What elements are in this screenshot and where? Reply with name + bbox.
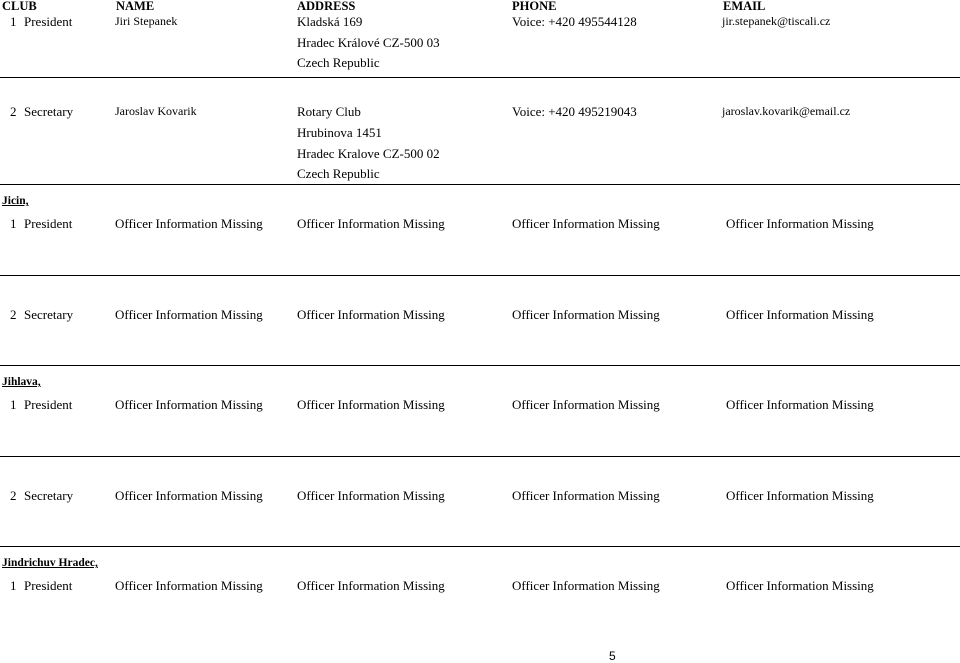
officer-role: President xyxy=(24,578,73,593)
officer-email: Officer Information Missing xyxy=(726,397,874,412)
officer-name: Jiri Stepanek xyxy=(115,14,178,28)
officer-address: Officer Information Missing xyxy=(297,488,445,503)
officer-phone: Voice: +420 495219043 xyxy=(512,104,637,119)
officer-phone: Officer Information Missing xyxy=(512,397,660,412)
officer-name: Officer Information Missing xyxy=(115,307,263,322)
officer-phone: Officer Information Missing xyxy=(512,578,660,593)
officer-phone: Officer Information Missing xyxy=(512,216,660,231)
officer-address: Officer Information Missing xyxy=(297,397,445,412)
officer-role: President xyxy=(24,14,73,29)
officer-name: Officer Information Missing xyxy=(115,488,263,503)
header-club: CLUB xyxy=(2,0,37,13)
officer-number: 2 xyxy=(10,488,17,503)
officer-phone: Voice: +420 495544128 xyxy=(512,14,637,29)
officer-number: 1 xyxy=(10,216,17,231)
officer-email: jaroslav.kovarik@email.cz xyxy=(722,104,851,118)
address-line: Hrubinova 1451 xyxy=(297,125,382,140)
club-name: Jihlava, xyxy=(2,376,41,388)
address-line: Czech Republic xyxy=(297,166,380,181)
officer-email: Officer Information Missing xyxy=(726,216,874,231)
row-divider xyxy=(0,77,960,78)
officer-role: President xyxy=(24,397,73,412)
officer-role: President xyxy=(24,216,73,231)
address-line: Hradec Kralove CZ-500 02 xyxy=(297,146,440,161)
officer-email: Officer Information Missing xyxy=(726,578,874,593)
club-name: Jicin, xyxy=(2,195,29,207)
header-email: EMAIL xyxy=(723,0,766,13)
officer-name: Officer Information Missing xyxy=(115,578,263,593)
officer-address: Officer Information Missing xyxy=(297,216,445,231)
officer-role: Secretary xyxy=(24,104,74,119)
row-divider xyxy=(0,184,960,185)
officer-email: Officer Information Missing xyxy=(726,307,874,322)
row-divider xyxy=(0,456,960,457)
header-address: ADDRESS xyxy=(297,0,356,13)
page-number: 5 xyxy=(609,649,616,663)
club-name: Jindrichuv Hradec, xyxy=(2,557,98,569)
address-line: Hradec Králové CZ-500 03 xyxy=(297,35,440,50)
officer-number: 2 xyxy=(10,104,17,119)
officer-address: Officer Information Missing xyxy=(297,578,445,593)
address-line: Rotary Club xyxy=(297,104,361,119)
officer-email: jir.stepanek@tiscali.cz xyxy=(722,14,831,28)
row-divider xyxy=(0,546,960,547)
officer-role: Secretary xyxy=(24,488,74,503)
address-line: Czech Republic xyxy=(297,55,380,70)
officer-email: Officer Information Missing xyxy=(726,488,874,503)
officer-number: 1 xyxy=(10,578,17,593)
header-phone: PHONE xyxy=(512,0,557,13)
address-line: Kladská 169 xyxy=(297,14,363,29)
officer-number: 2 xyxy=(10,307,17,322)
officer-name: Jaroslav Kovarik xyxy=(115,104,197,118)
officer-phone: Officer Information Missing xyxy=(512,307,660,322)
header-name: NAME xyxy=(116,0,155,13)
row-divider xyxy=(0,275,960,276)
officer-number: 1 xyxy=(10,397,17,412)
officer-address: Officer Information Missing xyxy=(297,307,445,322)
officer-number: 1 xyxy=(10,14,17,29)
officer-phone: Officer Information Missing xyxy=(512,488,660,503)
officer-role: Secretary xyxy=(24,307,74,322)
officer-name: Officer Information Missing xyxy=(115,216,263,231)
row-divider xyxy=(0,365,960,366)
officer-name: Officer Information Missing xyxy=(115,397,263,412)
